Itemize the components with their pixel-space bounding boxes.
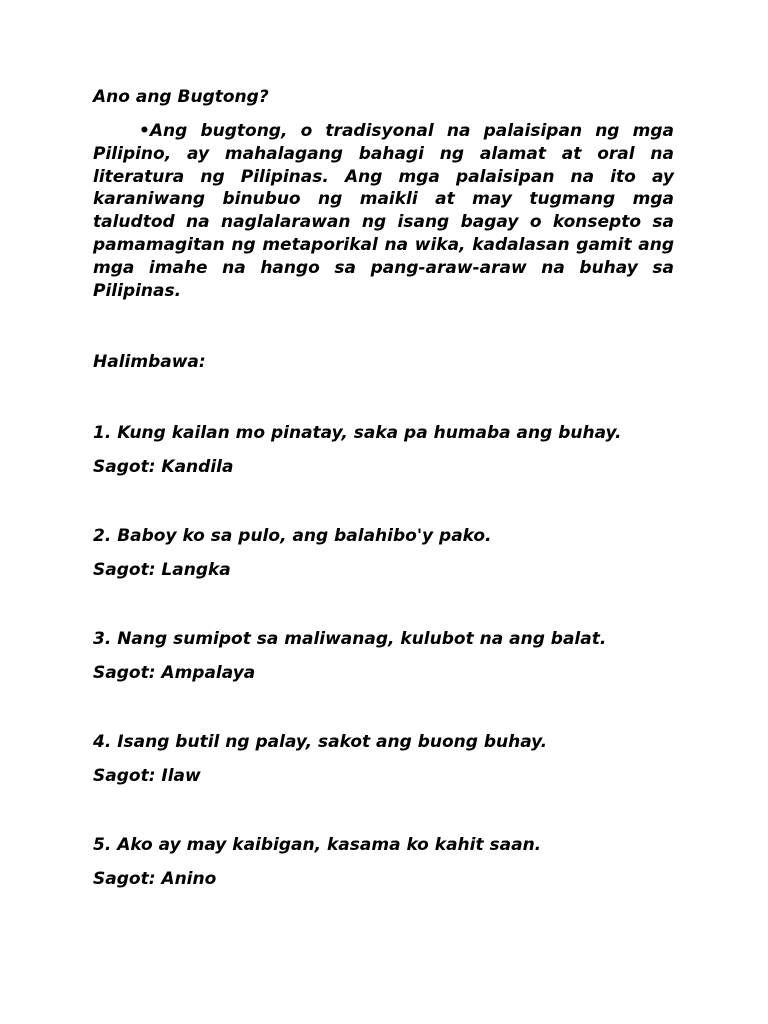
riddle-item xyxy=(93,422,674,478)
riddle-item xyxy=(93,731,674,787)
document-page xyxy=(93,86,674,890)
definition-paragraph: •Ang bugtong, o tradisyonal na palaisipan ng mga Pilipino, ay mahalagang bahagi ng alamat at oral na literatura ng Pilipinas. Ang mga palaisipan na ito ay karaniwang binubuo ng maikli at may tugmang mga taludtod na naglalarawan ng isang bagay o konsepto sa pamamagitan ng metaporikal na wika, kadalasan gamit ang mga imahe na hango sa pang-araw-araw na buhay sa Pilipinas. xyxy=(93,121,674,301)
riddle-item xyxy=(93,628,674,684)
riddle-text: 2. Baboy ko sa pulo, ang balahibo'y pako. xyxy=(93,526,492,547)
examples-heading: Halimbawa: xyxy=(93,352,206,373)
riddle-item xyxy=(93,834,674,890)
riddle-answer: Sagot: Anino xyxy=(93,869,217,890)
riddle-text: 5. Ako ay may kaibigan, kasama ko kahit saan. xyxy=(93,835,542,856)
riddle-list xyxy=(93,422,674,890)
document-title: Ano ang Bugtong? xyxy=(93,87,269,107)
riddle-answer: Sagot: Ampalaya xyxy=(93,663,256,684)
riddle-text: 1. Kung kailan mo pinatay, saka pa humaba ang buhay. xyxy=(93,423,622,444)
riddle-item xyxy=(93,525,674,581)
riddle-text: 3. Nang sumipot sa maliwanag, kulubot na ang balat. xyxy=(93,629,607,650)
riddle-answer: Sagot: Langka xyxy=(93,560,231,581)
riddle-answer: Sagot: Kandila xyxy=(93,457,234,478)
riddle-text: 4. Isang butil ng palay, sakot ang buong buhay. xyxy=(93,732,548,753)
riddle-answer: Sagot: Ilaw xyxy=(93,766,201,787)
